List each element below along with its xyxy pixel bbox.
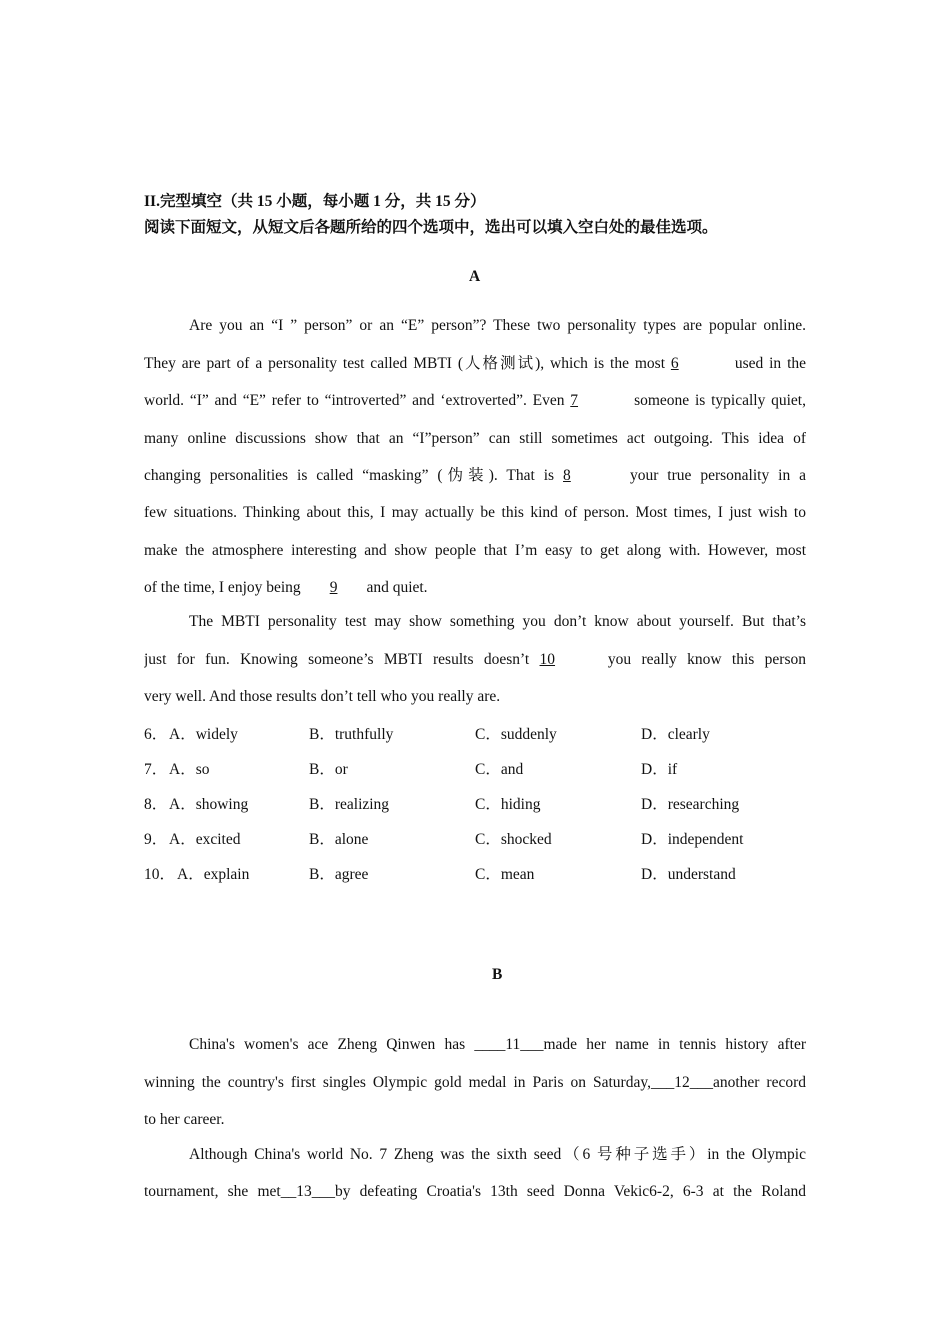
text-segment: tournament, she met__13___by defeating Croatia's 13th seed Donna Vekic6-2, 6-3 at the Roland xyxy=(144,1183,806,1200)
instructions: 阅读下面短文，从短文后各题所给的四个选项中，选出可以填入空白处的最佳选项。 xyxy=(144,219,718,236)
answer-option[interactable]: B．realizing xyxy=(309,796,390,813)
question-number: 6． xyxy=(144,726,168,743)
text-segment: winning the country's first singles Olympic gold medal in Paris on Saturday,___12___another record xyxy=(144,1074,806,1091)
passage-line xyxy=(144,650,806,670)
passage-line xyxy=(144,1182,806,1202)
answer-option[interactable]: A．excited xyxy=(169,831,241,848)
question-number: 10． xyxy=(144,866,176,883)
answer-option[interactable]: C．and xyxy=(475,761,524,778)
text-segment: used in the xyxy=(734,355,806,372)
question-number: 7． xyxy=(144,761,168,778)
passage-line xyxy=(144,578,806,598)
answer-option[interactable]: A．widely xyxy=(169,726,238,743)
text-segment: you really know this person xyxy=(607,651,806,668)
text-segment: to her career. xyxy=(144,1111,225,1128)
text-segment: your true personality in a xyxy=(629,467,806,484)
passage-line xyxy=(144,354,806,374)
answer-option[interactable]: C．shocked xyxy=(475,831,552,848)
text-segment: They are part of a personality test called MBTI (人格测试), which is the most xyxy=(144,355,671,372)
passage-line xyxy=(189,612,806,632)
answer-blank: 8 xyxy=(563,467,571,484)
text-segment: Are you an “I ” person” or an “E” person”? These two personality types are popular online. xyxy=(189,317,806,334)
passage-line xyxy=(189,316,806,336)
answer-option[interactable]: C．suddenly xyxy=(475,726,557,743)
passage-line xyxy=(144,541,806,561)
text-segment: of the time, I enjoy being xyxy=(144,579,305,596)
passage-line xyxy=(144,1110,806,1130)
answer-blank: 10 xyxy=(539,651,556,668)
section-title: II.完型填空（共 15 小题，每小题 1 分，共 15 分） xyxy=(144,193,486,210)
answer-option[interactable]: D．clearly xyxy=(641,726,710,743)
answer-option[interactable]: C．mean xyxy=(475,866,535,883)
passage-line xyxy=(144,391,806,411)
answer-blank: 6 xyxy=(670,355,679,372)
text-segment: and quiet. xyxy=(366,579,428,596)
answer-option[interactable]: B．alone xyxy=(309,831,369,848)
text-segment: just for fun. Knowing someone’s MBTI results doesn’t xyxy=(144,651,540,668)
text-segment: many online discussions show that an “I”person” can still sometimes act outgoing. This idea of xyxy=(144,430,806,447)
passage-line xyxy=(144,429,806,449)
passage-line xyxy=(189,1035,806,1055)
text-segment: China's women's ace Zheng Qinwen has ____11___made her name in tennis history after xyxy=(189,1036,806,1053)
answer-option[interactable]: D．independent xyxy=(641,831,744,848)
passage-a-label: A xyxy=(469,268,481,285)
answer-option[interactable]: D．understand xyxy=(641,866,736,883)
answer-option[interactable]: B．agree xyxy=(309,866,369,883)
answer-option[interactable]: C．hiding xyxy=(475,796,541,813)
text-segment: world. “I” and “E” refer to “introverted” and ‘extroverted”. Even xyxy=(144,392,571,409)
passage-b-label: B xyxy=(492,966,503,983)
text-segment: The MBTI personality test may show something you don’t know about yourself. But that’s xyxy=(189,613,806,630)
passage-line xyxy=(144,687,806,707)
text-segment: few situations. Thinking about this, I may actually be this kind of person. Most times, I just wish to xyxy=(144,504,806,521)
answer-option[interactable]: D．researching xyxy=(641,796,740,813)
text-segment: Although China's world No. 7 Zheng was the sixth seed（6 号种子选手）in the Olympic xyxy=(189,1146,806,1163)
answer-option[interactable]: D．if xyxy=(641,761,678,778)
passage-line xyxy=(144,503,806,523)
answer-option[interactable]: B．or xyxy=(309,761,348,778)
answer-blank: 9 xyxy=(329,579,338,596)
text-segment: someone is typically quiet, xyxy=(634,392,806,409)
answer-option[interactable]: B．truthfully xyxy=(309,726,394,743)
text-segment: changing personalities is called “masking” (伪装). That is xyxy=(144,467,564,484)
answer-blank: 7 xyxy=(570,392,579,409)
passage-line xyxy=(144,1073,806,1093)
question-number: 8． xyxy=(144,796,168,813)
text-segment: very well. And those results don’t tell who you really are. xyxy=(144,688,501,705)
answer-option[interactable]: A．showing xyxy=(169,796,249,813)
passage-line xyxy=(144,466,806,486)
text-segment: make the atmosphere interesting and show people that I’m easy to get along with. However, most xyxy=(144,542,806,559)
passage-line xyxy=(189,1145,806,1165)
question-number: 9． xyxy=(144,831,168,848)
answer-option[interactable]: A．so xyxy=(169,761,210,778)
answer-option[interactable]: A．explain xyxy=(177,866,250,883)
